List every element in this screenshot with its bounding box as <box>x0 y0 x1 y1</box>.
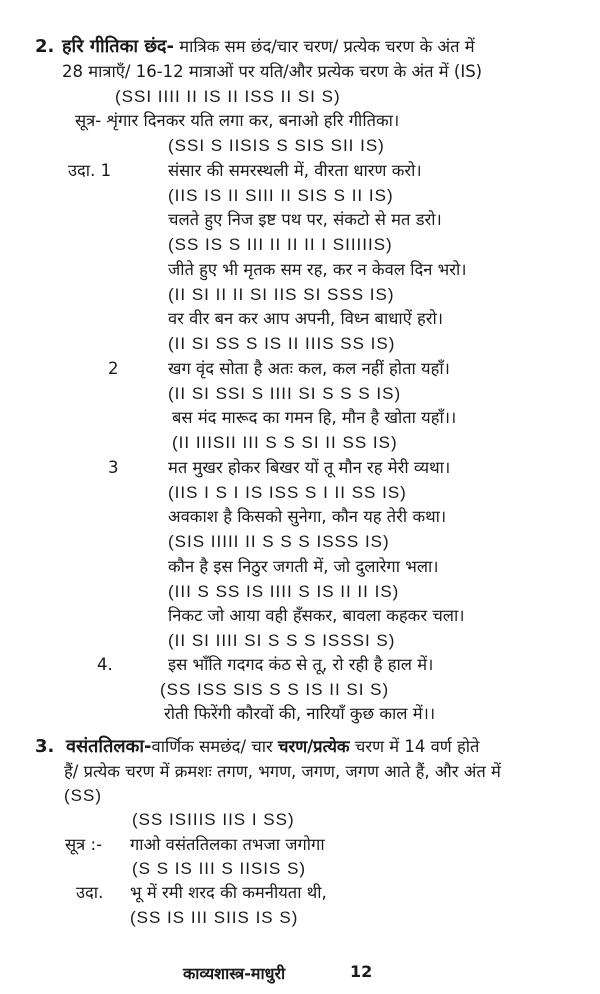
meter-pattern: (SS ISIIIS IIS I SS) <box>132 810 295 829</box>
intro-text: वार्णिक समछंद/ चार <box>151 737 278 756</box>
meter-pattern: (IIS IS II SIII II SIS S II IS) <box>168 185 394 205</box>
section-title: वसंततिलका- <box>66 736 152 757</box>
verse-line: रोती फिरेंगी कौरवों की, नारियाँ कुछ काल में।। <box>164 704 436 724</box>
section-number: 3. <box>35 736 55 757</box>
page-number: 12 <box>350 962 373 981</box>
sutra-label: सूत्र :- <box>65 835 103 854</box>
intro-bold-text: चरण/प्रत्येक <box>278 737 350 756</box>
example-label: 3 <box>108 458 119 477</box>
sutra-line: सूत्र- शृंगार दिनकर यति लगा कर, बनाओ हरि गीतिका। <box>75 111 400 130</box>
meter-pattern: (II IIISII III S S SI II SS IS) <box>172 433 398 453</box>
meter-pattern: (IIS I S I IS ISS S I II SS IS) <box>168 482 407 502</box>
section-heading-line <box>66 736 479 758</box>
meter-pattern: (SS) <box>64 786 102 805</box>
verse-line: खग वृंद सोता है अतः कल, कल नहीं होता यहाँ। <box>168 359 450 378</box>
meter-pattern: (II SI SS S IS II IIIS SS IS) <box>168 333 396 353</box>
footer-book-title: काव्यशास्त्र-माधुरी <box>183 964 286 983</box>
verse-line: मत मुखर होकर बिखर यों तू मौन रह मेरी व्यथा। <box>168 458 451 477</box>
verse-line: वर वीर बन कर आप अपनी, विध्न बाधाऐं हरो। <box>168 309 444 329</box>
sutra-line: गाओ वसंततिलका तभजा जगोगा <box>130 835 325 854</box>
section-number: 2. <box>35 36 55 57</box>
verse-line: संसार की समरस्थली में, वीरता धारण करो। <box>168 161 422 180</box>
example-label: उदा. 1 <box>68 161 112 180</box>
meter-pattern: (II SI IIII SI S S S ISSSI S) <box>168 630 396 650</box>
intro-text: 28 मात्राएँ/ 16-12 मात्राओं पर यति/और प्रत्येक चरण के अंत में (IS) <box>62 62 483 81</box>
meter-pattern: (II SI II II SI IIS SI SSS IS) <box>168 284 395 304</box>
section-title: हरि गीतिका छंद- <box>62 36 174 57</box>
verse-line: चलते हुए निज इष्ट पथ पर, संकटो से मत डरो। <box>168 210 442 230</box>
meter-pattern: (S S IS III S IISIS S) <box>132 859 307 878</box>
verse-line: निकट जो आया वही हँसकर, बावला कहकर चला। <box>168 606 465 626</box>
example-line: भू में रमी शरद की कमनीयता थी, <box>130 883 327 902</box>
intro-text: चरण में 14 वर्ण होते <box>349 737 480 756</box>
meter-pattern: (SS IS III SIIS IS S) <box>130 908 299 927</box>
meter-pattern: (SSI S IISIS S SIS SII IS) <box>168 136 385 155</box>
meter-pattern: (SSI IIII II IS II ISS II SI S) <box>115 87 341 106</box>
meter-pattern: (SS IS S III II II II I SIIIIIS) <box>168 235 393 255</box>
meter-pattern: (III S SS IS IIII S IS II II IS) <box>168 581 400 601</box>
verse-line: जीते हुए भी मृतक सम रह, कर न केवल दिन भरो। <box>168 259 467 279</box>
intro-text: मात्रिक सम छंद/चार चरण/ प्रत्येक चरण के अंत में <box>179 37 475 56</box>
verse-line: बस मंद मारूद का गमन हि, मौन है खोता यहाँ।। <box>172 408 457 428</box>
section-heading-line <box>62 36 475 58</box>
intro-text: हैं/ प्रत्येक चरण में क्रमशः तगण, भगण, जगण, जगण आते हैं, और अंत में <box>64 762 501 781</box>
verse-line: इस भाँति गदगद कंठ से तू, रो रही है हाल में। <box>168 655 434 674</box>
verse-line: अवकाश है किसको सुनेगा, कौन यह तेरी कथा। <box>168 507 447 527</box>
verse-line: कौन है इस निठुर जगती में, जो दुलारेगा भला। <box>168 556 439 576</box>
example-label: 2 <box>108 359 119 378</box>
example-label: 4. <box>97 655 113 674</box>
meter-pattern: (SS ISS SIS S S IS II SI S) <box>160 679 390 699</box>
meter-pattern: (SIS IIIII II S S S ISSS IS) <box>168 532 390 552</box>
meter-pattern: (II SI SSI S IIII SI S S S IS) <box>168 383 402 403</box>
example-label: उदा. <box>76 883 104 902</box>
